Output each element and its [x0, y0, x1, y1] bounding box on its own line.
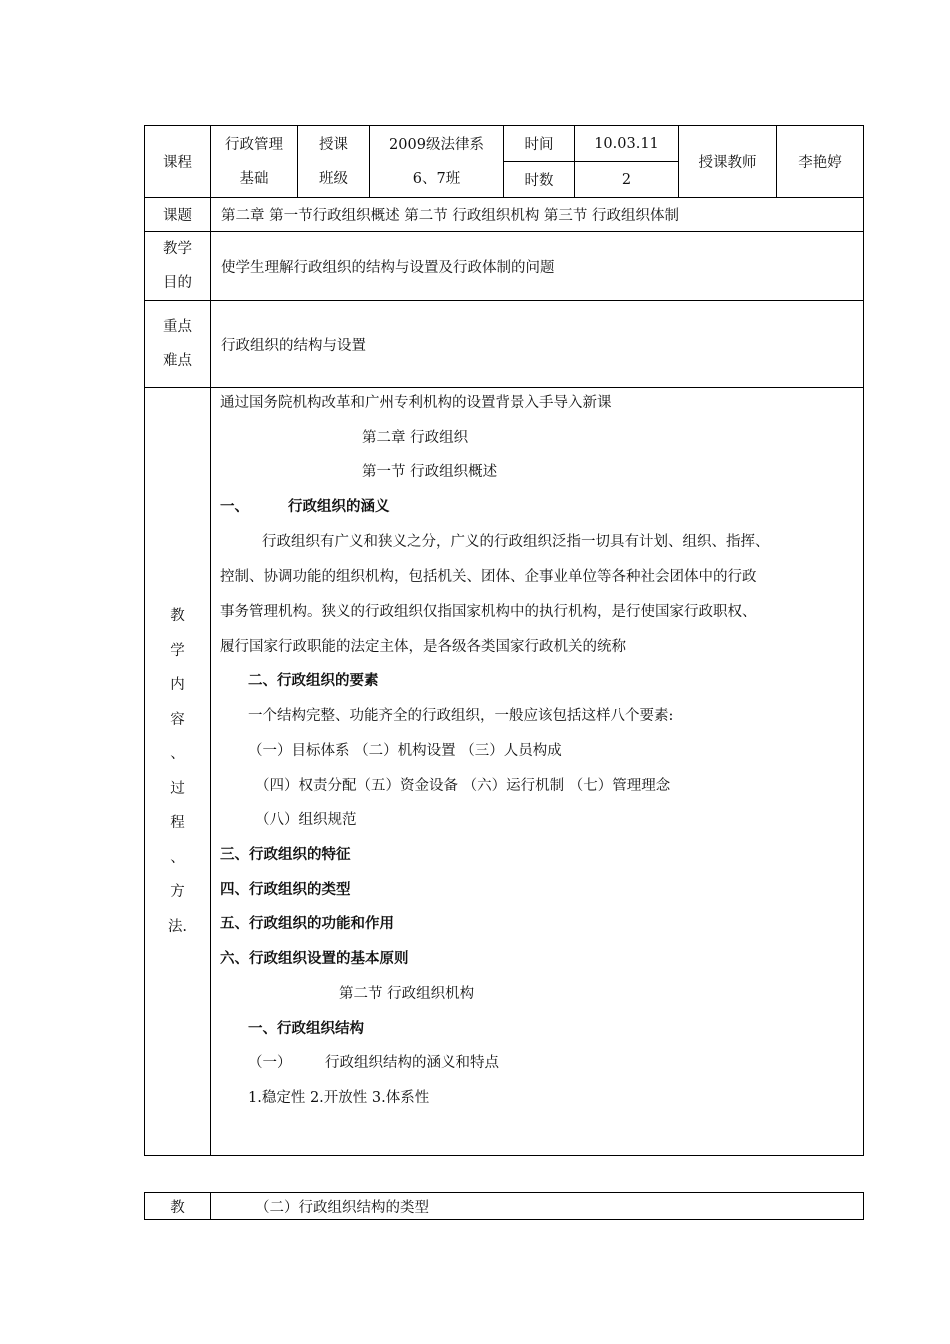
paragraph-line: 行政组织有广义和狭义之分，广义的行政组织泛指一切具有计划、组织、指挥、 [262, 534, 770, 550]
chapter-heading: 第二章 行政组织 [362, 430, 469, 446]
objective-value: 使学生理解行政组织的结构与设置及行政体制的问题 [211, 232, 864, 301]
item5-title: 五、行政组织的功能和作用 [220, 915, 394, 932]
elements-line: （四）权责分配（五）资金设备 （六）运行机制 （七）管理理念 [255, 778, 671, 794]
paragraph-line: 履行国家行政职能的法定主体，是各级各类国家行政机关的统称 [220, 639, 626, 655]
course-name [211, 126, 298, 198]
teacher-label: 授课教师 [679, 126, 777, 198]
class-label-line2: 班级 [319, 170, 348, 187]
continuation-value: （二）行政组织结构的类型 [211, 1193, 864, 1220]
class-label-line1: 授课 [319, 136, 348, 153]
keypoints-label-line1: 重点 [163, 319, 192, 335]
item4-title: 四、行政组织的类型 [220, 881, 351, 898]
item2-title: 二、行政组织的要素 [248, 672, 379, 689]
objective-label-line2: 目的 [163, 275, 192, 291]
features-line: 1.稳定性 2.开放性 3.体系性 [248, 1090, 430, 1106]
hours-label: 时数 [504, 162, 575, 198]
item1-number: 一、 [220, 498, 249, 515]
keypoints-value: 行政组织的结构与设置 [211, 301, 864, 388]
keypoints-label-line2: 难点 [163, 353, 192, 369]
keypoints-label [145, 301, 211, 388]
time-value: 10.03.11 [575, 126, 679, 162]
class-value [370, 126, 504, 198]
continuation-label: 教 [145, 1193, 211, 1220]
content-label-char: 法. [167, 918, 188, 935]
elements-intro: 一个结构完整、功能齐全的行政组织，一般应该包括这样八个要素: [248, 708, 674, 724]
paragraph-line: 控制、协调功能的组织机构，包括机关、团体、企事业单位等各种社会团体中的行政 [220, 569, 757, 585]
topic-label: 课题 [145, 198, 211, 232]
class-label [298, 126, 370, 198]
teacher-name: 李艳婷 [777, 126, 864, 198]
intro-line: 通过国务院机构改革和广州专利机构的设置背景入手导入新课 [220, 395, 612, 411]
objective-label [145, 232, 211, 301]
item6-title: 六、行政组织设置的基本原则 [220, 950, 409, 967]
paragraph-line: 事务管理机构。狭义的行政组织仅指国家机构中的执行机构，是行使国家行政职权、 [220, 604, 757, 620]
time-label: 时间 [504, 126, 575, 162]
section2-heading: 第二节 行政组织机构 [339, 986, 475, 1002]
content-label-char: 容 [170, 711, 185, 728]
content-label-char: 方 [170, 884, 185, 900]
content-label-char: 内 [170, 677, 185, 693]
subitem1-number: （一） [248, 1055, 292, 1071]
content-body [211, 388, 864, 1156]
content-label [145, 388, 211, 1156]
item3-title: 三、行政组织的特征 [220, 846, 351, 863]
course-label: 课程 [145, 126, 211, 198]
class-value-line1: 2009级法律系 [389, 136, 484, 153]
course-name-line2: 基础 [239, 170, 269, 187]
subitem1-title: 行政组织结构的涵义和特点 [325, 1055, 499, 1071]
content-label-char: 、 [170, 849, 185, 866]
content-label-char: 学 [170, 642, 185, 659]
content-label-char: 程 [170, 815, 185, 831]
course-name-line1: 行政管理 [225, 136, 283, 153]
content-label-char: 、 [170, 746, 185, 762]
structure-title: 一、行政组织结构 [248, 1020, 364, 1037]
continuation-table [144, 1192, 864, 1220]
class-value-line2: 6、7班 [412, 170, 461, 187]
content-label-char: 教 [170, 608, 185, 624]
hours-value: 2 [575, 162, 679, 198]
content-label-char: 过 [170, 780, 185, 797]
elements-line: （一）目标体系 （二）机构设置 （三）人员构成 [248, 743, 562, 759]
item1-title: 行政组织的涵义 [288, 498, 390, 515]
objective-label-line1: 教学 [163, 241, 192, 257]
section1-heading: 第一节 行政组织概述 [362, 464, 498, 480]
topic-value: 第二章 第一节行政组织概述 第二节 行政组织机构 第三节 行政组织体制 [211, 198, 864, 232]
lesson-plan-table [144, 125, 864, 1156]
elements-line: （八）组织规范 [255, 812, 357, 828]
